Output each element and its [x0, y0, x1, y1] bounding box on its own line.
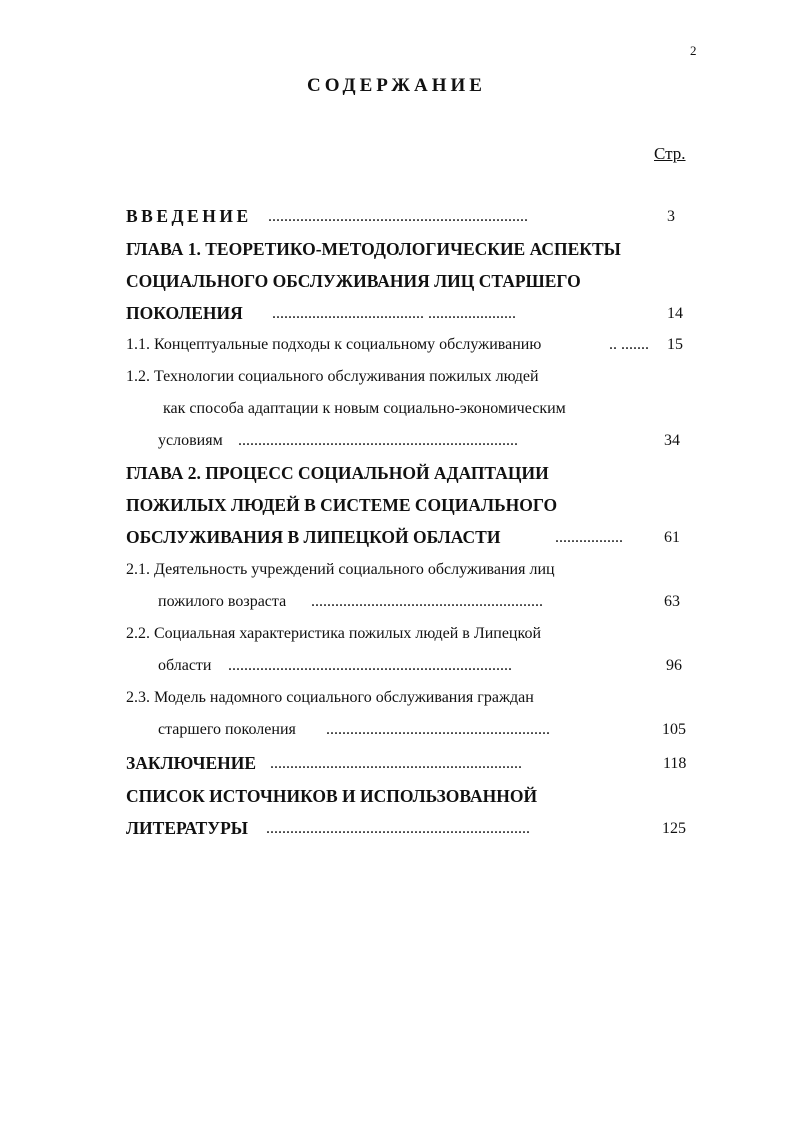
toc-section-1-1-label[interactable]: 1.1. Концептуальные подходы к социальному обслуживанию: [126, 336, 542, 353]
toc-section-2-2-line1[interactable]: 2.2. Социальная характеристика пожилых людей в Липецкой: [126, 625, 542, 642]
toc-section-2-3-dots: ........................................................: [326, 721, 550, 738]
toc-section-2-1-line2[interactable]: пожилого возраста: [158, 593, 287, 610]
toc-chapter2-line3[interactable]: ОБСЛУЖИВАНИЯ В ЛИПЕЦКОЙ ОБЛАСТИ: [126, 527, 501, 547]
toc-section-1-2-line1[interactable]: 1.2. Технологии социального обслуживания пожилых людей: [126, 368, 539, 385]
toc-chapter1-page: 14: [667, 305, 683, 322]
toc-section-2-1-dots: ..........................................................: [311, 593, 543, 610]
toc-conclusion-page: 118: [663, 755, 687, 772]
toc-references-dots: ..................................................................: [266, 820, 530, 837]
toc-references-page: 125: [662, 820, 686, 837]
toc-section-2-2-line2[interactable]: области: [158, 657, 212, 674]
toc-intro-label[interactable]: ВВЕДЕНИЕ: [126, 206, 252, 226]
toc-section-1-2-dots: ......................................................................: [238, 432, 518, 449]
toc-section-1-1-page: 15: [667, 336, 683, 353]
toc-references-line2[interactable]: ЛИТЕРАТУРЫ: [126, 818, 248, 838]
toc-section-2-3-page: 105: [662, 721, 686, 738]
toc-intro-page: 3: [667, 208, 675, 225]
toc-conclusion-dots: ...............................................................: [270, 755, 522, 772]
toc-section-1-2-line3[interactable]: условиям: [158, 432, 223, 449]
toc-chapter2-line1[interactable]: ГЛАВА 2. ПРОЦЕСС СОЦИАЛЬНОЙ АДАПТАЦИИ: [126, 463, 549, 483]
toc-conclusion-label[interactable]: ЗАКЛЮЧЕНИЕ: [126, 753, 257, 773]
toc-chapter1-line3[interactable]: ПОКОЛЕНИЯ: [126, 303, 243, 323]
toc-chapter1-line1[interactable]: ГЛАВА 1. ТЕОРЕТИКО-МЕТОДОЛОГИЧЕСКИЕ АСПЕКТЫ: [126, 239, 621, 259]
toc-section-2-3-line1[interactable]: 2.3. Модель надомного социального обслуживания граждан: [126, 689, 534, 706]
page-column-header: Стр.: [654, 144, 686, 163]
toc-chapter1-line2[interactable]: СОЦИАЛЬНОГО ОБСЛУЖИВАНИЯ ЛИЦ СТАРШЕГО: [126, 271, 581, 291]
page-number: 2: [690, 43, 697, 58]
toc-section-1-2-page: 34: [664, 432, 680, 449]
toc-section-2-2-dots: .......................................................................: [228, 657, 512, 674]
toc-references-line1[interactable]: СПИСОК ИСТОЧНИКОВ И ИСПОЛЬЗОВАННОЙ: [126, 786, 538, 806]
toc-section-1-2-line2[interactable]: как способа адаптации к новым социально-экономическим: [163, 400, 566, 417]
toc-section-2-2-page: 96: [666, 657, 682, 674]
toc-section-1-1-dots: .. .......: [609, 336, 649, 353]
toc-section-2-1-line1[interactable]: 2.1. Деятельность учреждений социального обслуживания лиц: [126, 561, 555, 578]
toc-chapter2-dots: .................: [555, 529, 623, 546]
toc-section-2-1-page: 63: [664, 593, 680, 610]
toc-chapter1-dots: ...................................... ......................: [272, 305, 516, 322]
toc-intro-dots: .................................................................: [268, 208, 528, 225]
toc-chapter2-line2[interactable]: ПОЖИЛЫХ ЛЮДЕЙ В СИСТЕМЕ СОЦИАЛЬНОГО: [126, 495, 558, 515]
toc-section-2-3-line2[interactable]: старшего поколения: [158, 721, 296, 738]
page-title: СОДЕРЖАНИЕ: [307, 75, 486, 96]
toc-chapter2-page: 61: [664, 529, 680, 546]
